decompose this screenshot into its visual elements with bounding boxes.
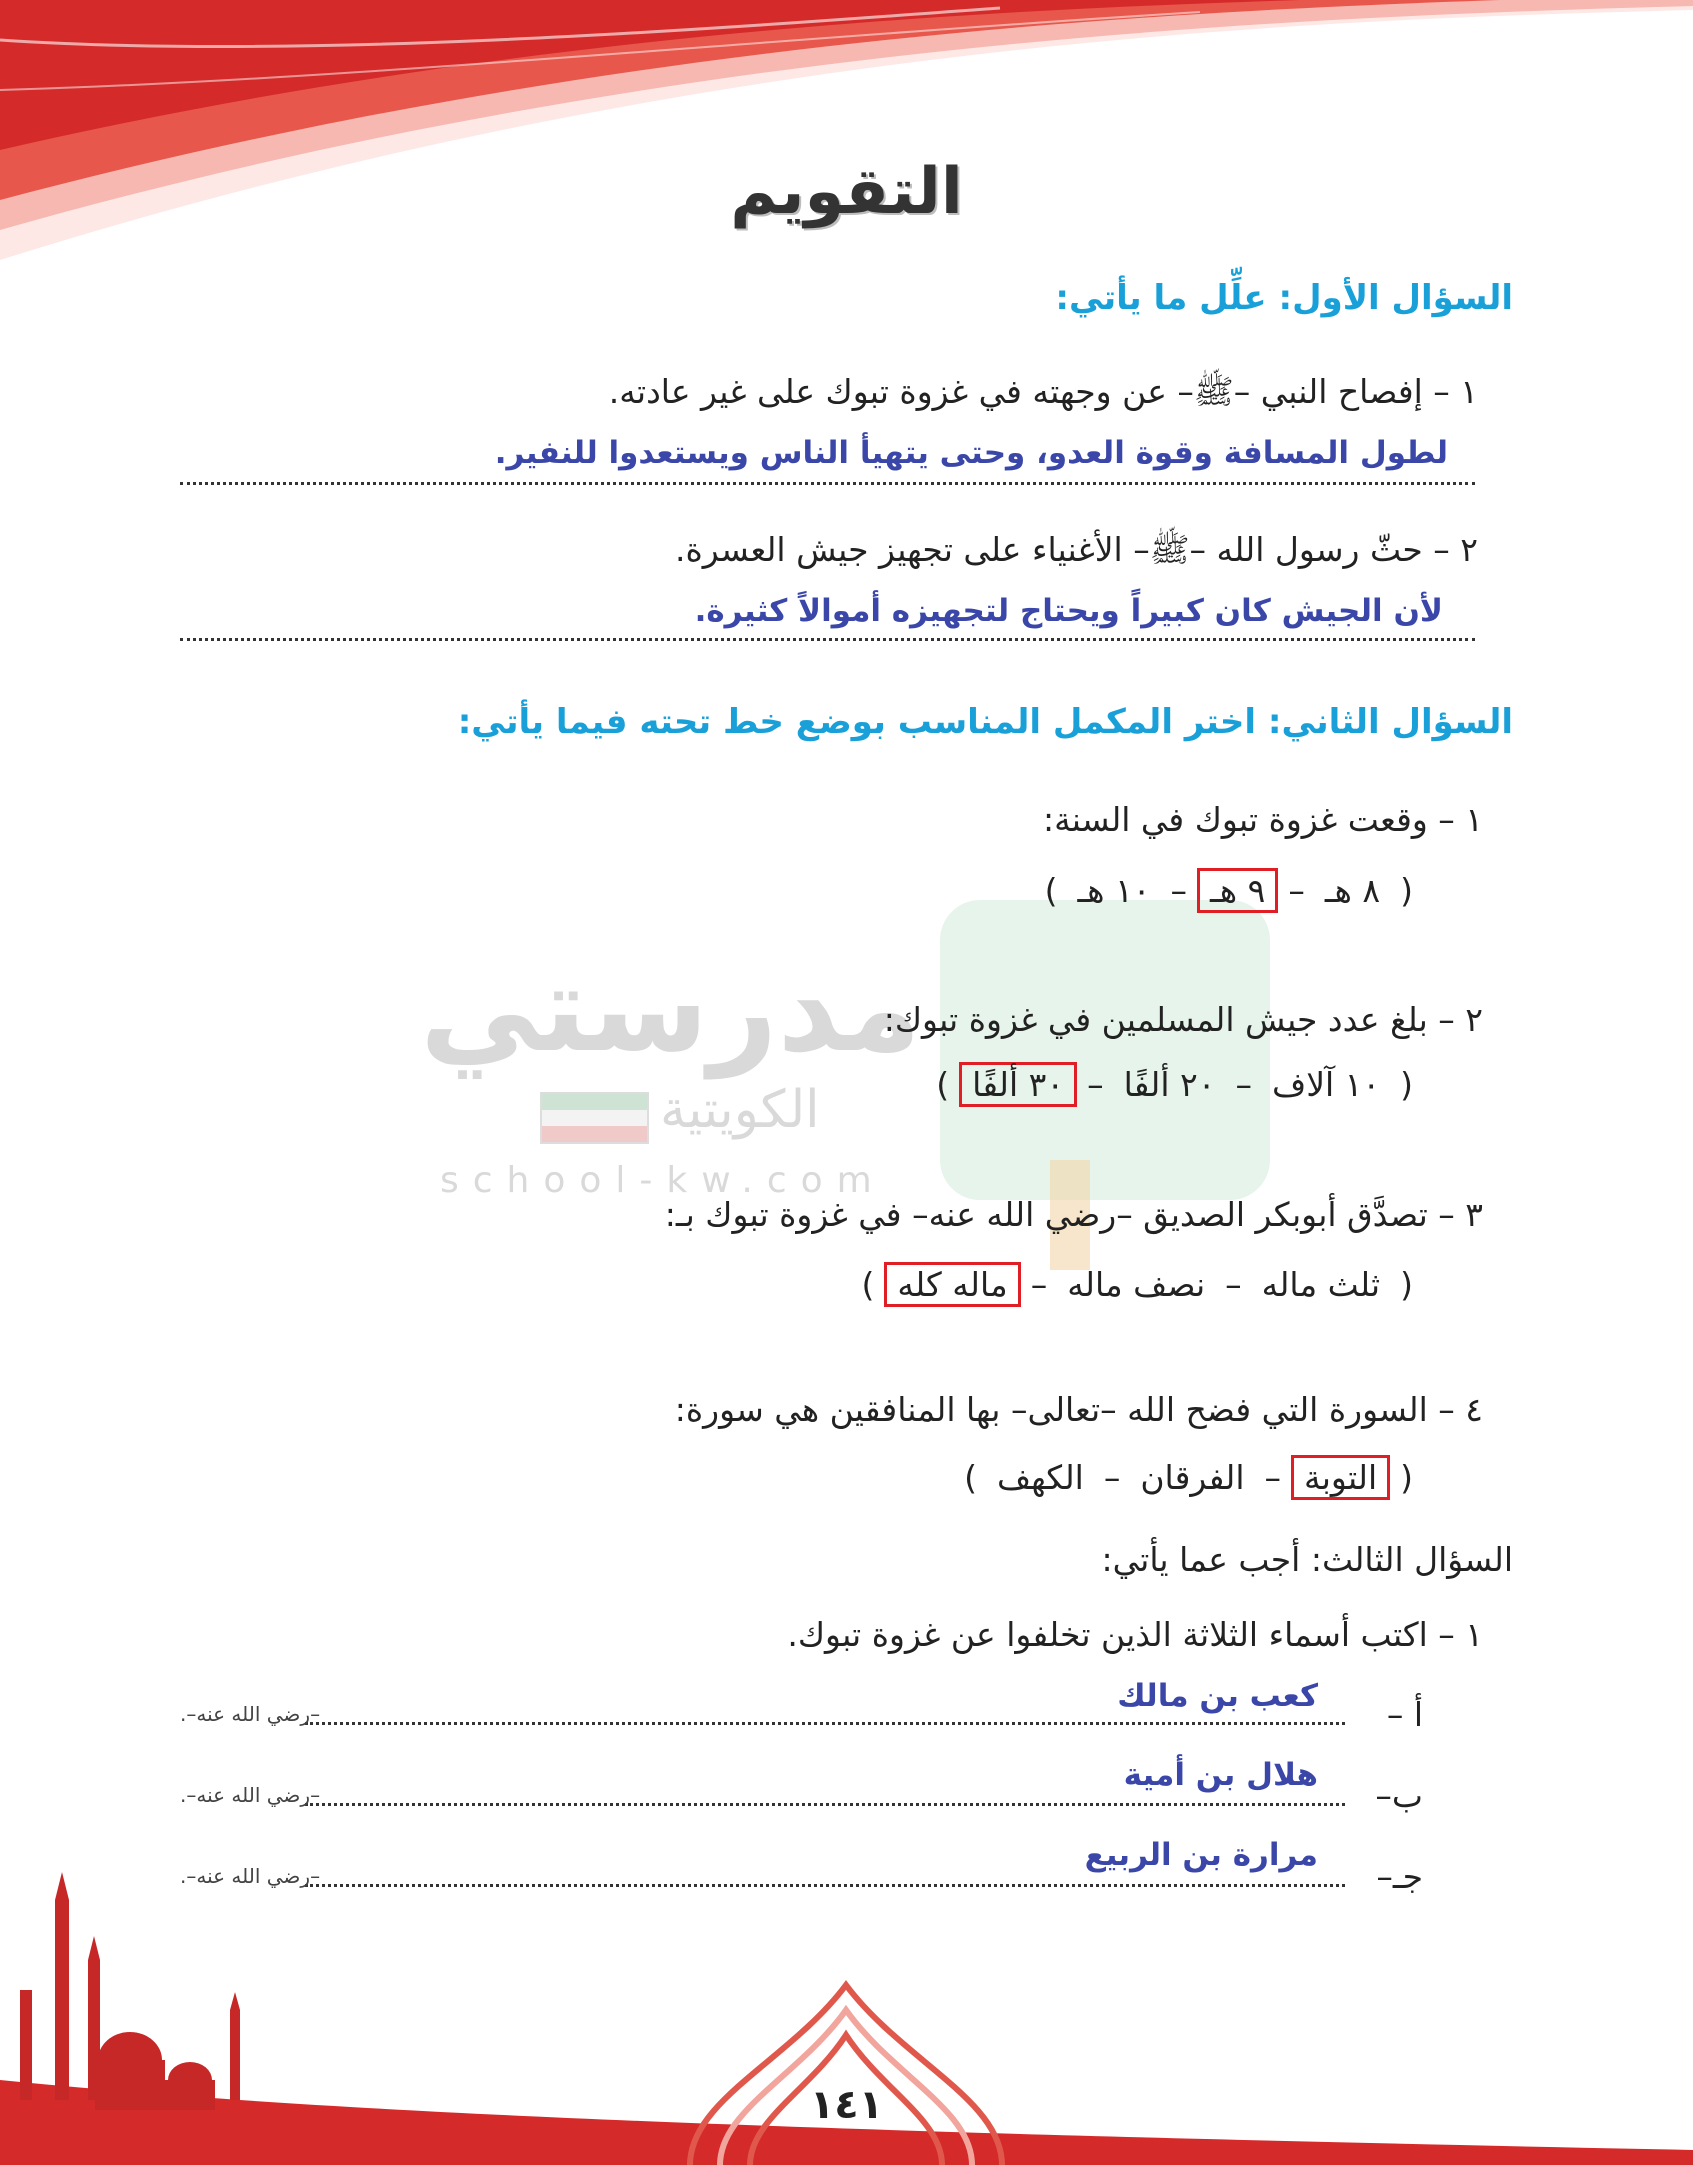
option-selected[interactable]: التوبة	[1291, 1455, 1390, 1500]
option-selected[interactable]: ٩ هـ	[1197, 868, 1278, 913]
page-title: التقويم	[730, 155, 963, 229]
honorific-text: –رضي الله عنه–.	[180, 1864, 321, 1888]
option-selected[interactable]: ٣٠ ألفًا	[959, 1062, 1077, 1107]
q2-item-3-options: (ثلث ماله–نصف ماله–ماله كله)	[852, 1262, 1423, 1307]
q3-heading: السؤال الثالث: أجب عما يأتي:	[1101, 1540, 1513, 1579]
q1-item-2-text: ٢ – حثّ رسول الله –ﷺ– الأغنياء على تجهيز جيش العسرة.	[675, 530, 1478, 569]
q2-heading: السؤال الثاني: اختر المكمل المناسب بوضع خط تحته فيما يأتي:	[457, 702, 1513, 742]
q2-item-2-options: (١٠ آلاف–٢٠ ألفًا–٣٠ ألفًا)	[926, 1062, 1423, 1107]
honorific-text: –رضي الله عنه–.	[180, 1702, 321, 1726]
page-number: ١٤١	[809, 2082, 884, 2128]
option[interactable]: ١٠ هـ	[1077, 871, 1151, 910]
q1-heading: السؤال الأول: علِّل ما يأتي:	[1055, 278, 1513, 318]
option-selected[interactable]: ماله كله	[884, 1262, 1020, 1307]
watermark-url: school-kw.com	[440, 1160, 886, 1201]
q2-item-4-text: ٤ – السورة التي فضح الله –تعالى– بها المنافقين هي سورة:	[674, 1390, 1483, 1429]
q2-item-1-text: ١ – وقعت غزوة تبوك في السنة:	[1043, 800, 1483, 839]
q3-name-3: مرارة بن الربيع	[1084, 1837, 1318, 1873]
option[interactable]: ١٠ آلاف	[1271, 1065, 1381, 1104]
option[interactable]: ٨ هـ	[1324, 871, 1381, 910]
option[interactable]: الفرقان	[1140, 1458, 1245, 1497]
name-letter: أ –	[1386, 1695, 1423, 1734]
name-letter: جـ–	[1376, 1857, 1423, 1896]
q1-item-1-answer: لطول المسافة وقوة العدو، وحتى يتهيأ الناس ويستعدوا للنفير.	[494, 435, 1448, 471]
option[interactable]: الكهف	[996, 1458, 1084, 1497]
option[interactable]: ٢٠ ألفًا	[1123, 1065, 1216, 1104]
q2-item-2-text: ٢ – بلغ عدد جيش المسلمين في غزوة تبوك:	[883, 1000, 1483, 1039]
q2-item-3-text: ٣ – تصدَّق أبوبكر الصديق –رضي الله عنه– في غزوة تبوك بـ:	[664, 1195, 1483, 1234]
q2-item-1-options: (٨ هـ–٩ هـ–١٠ هـ)	[1035, 868, 1423, 913]
q3-name-1: كعب بن مالك	[1117, 1678, 1318, 1714]
option[interactable]: ثلث ماله	[1261, 1265, 1381, 1304]
name-letter: ب–	[1375, 1776, 1423, 1815]
q2-item-4-options: (التوبة–الفرقان–الكهف)	[954, 1455, 1423, 1500]
q3-item-text: ١ – اكتب أسماء الثلاثة الذين تخلفوا عن غزوة تبوك.	[787, 1615, 1483, 1654]
q1-item-2-answer: لأن الجيش كان كبيراً ويحتاج لتجهيزه أموالاً كثيرة.	[694, 593, 1443, 629]
q3-name-2: هلال بن أمية	[1123, 1757, 1318, 1793]
q1-item-1-text: ١ – إفصاح النبي –ﷺ– عن وجهته في غزوة تبوك على غير عادته.	[608, 372, 1478, 411]
watermark-sub: الكويتية	[660, 1080, 820, 1140]
option[interactable]: نصف ماله	[1067, 1265, 1206, 1304]
honorific-text: –رضي الله عنه–.	[180, 1783, 321, 1807]
watermark-name: مدرستي	[420, 940, 922, 1079]
